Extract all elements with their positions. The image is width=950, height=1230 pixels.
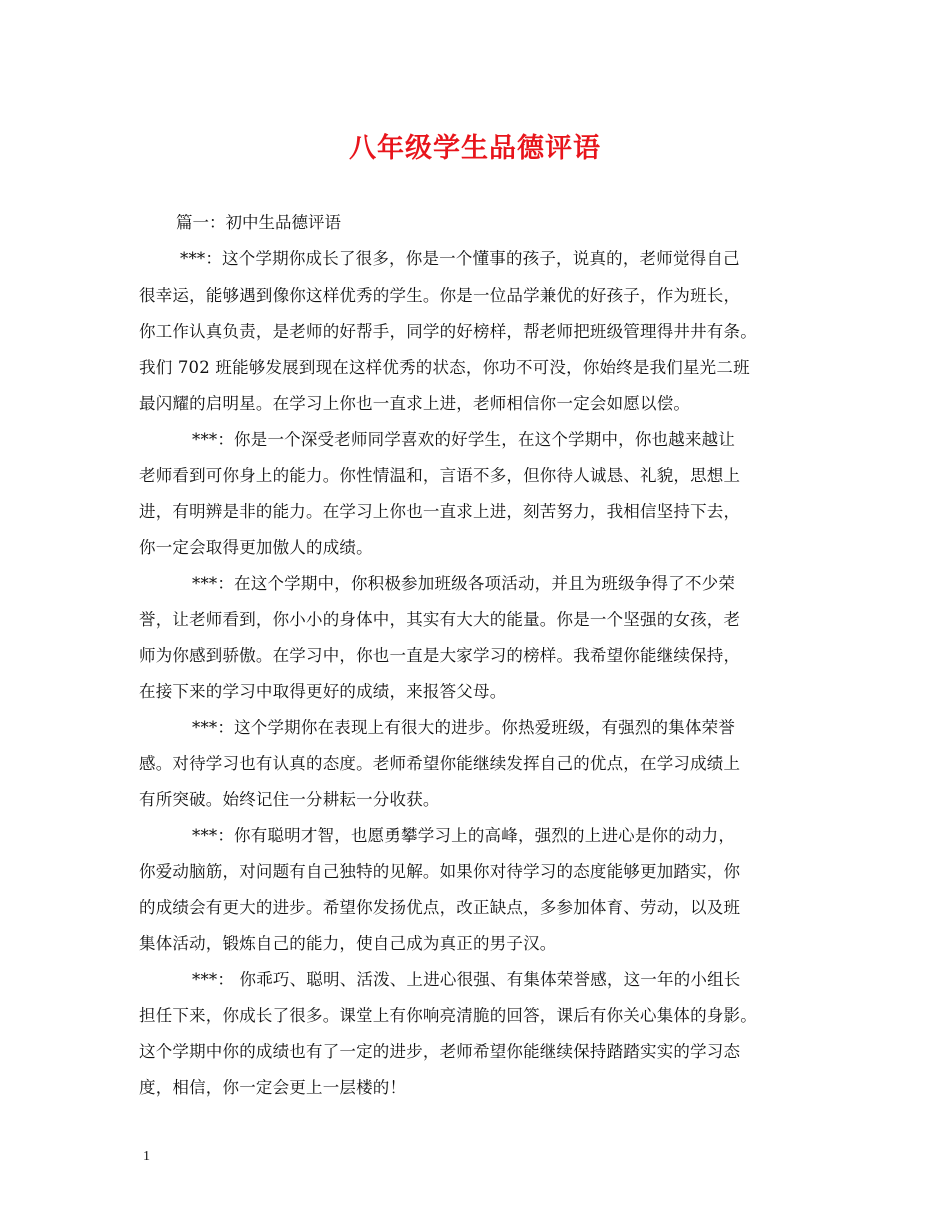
section-heading: 篇一：初中生品德评语 (176, 213, 341, 232)
paragraph-line: ***：在这个学期中，你积极参加班级各项活动，并且为班级争得了不少荣 (192, 574, 736, 593)
paragraph-line: 集体活动，锻炼自己的能力，使自己成为真正的男子汉。 (139, 934, 557, 953)
paragraph-line: 进，有明辨是非的能力。在学习上你也一直求上进，刻苦努力，我相信坚持下去， (139, 502, 741, 521)
paragraph-line: 担任下来，你成长了很多。课堂上有你响亮清脆的回答，课后有你关心集体的身影。 (139, 1006, 757, 1025)
paragraph-line: 最闪耀的启明星。在学习上你也一直求上进，老师相信你一定会如愿以偿。 (139, 394, 691, 413)
document-title: 八年级学生品德评语 (349, 133, 601, 164)
paragraph-line: 的成绩会有更大的进步。希望你发扬优点，改正缺点，多参加体育、劳动，以及班 (139, 898, 741, 917)
paragraph-line: 这个学期中你的成绩也有了一定的进步，老师希望你能继续保持踏踏实实的学习态 (139, 1042, 741, 1061)
paragraph-line: 誉，让老师看到，你小小的身体中，其实有大大的能量。你是一个坚强的女孩，老 (139, 610, 741, 629)
paragraph-line: 很幸运，能够遇到像你这样优秀的学生。你是一位品学兼优的好孩子，作为班长， (139, 286, 741, 305)
paragraph-line: 你一定会取得更加傲人的成绩。 (139, 538, 373, 557)
paragraph-line: 有所突破。始终记住一分耕耘一分收获。 (139, 790, 440, 809)
paragraph-line: 感。对待学习也有认真的态度。老师希望你能继续发挥自己的优点，在学习成绩上 (139, 754, 741, 773)
paragraph-line: 师为你感到骄傲。在学习中，你也一直是大家学习的榜样。我希望你能继续保持， (139, 646, 741, 665)
paragraph-line: 度，相信，你一定会更上一层楼的！ (139, 1078, 407, 1097)
paragraph-line: 老师看到可你身上的能力。你性情温和，言语不多，但你待人诚恳、礼貌，思想上 (139, 466, 741, 485)
paragraph-line: ***：这个学期你在表现上有很大的进步。你热爱班级，有强烈的集体荣誉 (192, 718, 736, 737)
paragraph-line: 你工作认真负责，是老师的好帮手，同学的好榜样，帮老师把班级管理得井井有条。 (139, 322, 757, 341)
paragraph-line: 你爱动脑筋，对问题有自己独特的见解。如果你对待学习的态度能够更加踏实，你 (139, 862, 741, 881)
paragraph-line: ***：你是一个深受老师同学喜欢的好学生，在这个学期中，你也越来越让 (192, 430, 736, 449)
paragraph-line: 在接下来的学习中取得更好的成绩，来报答父母。 (139, 682, 507, 701)
paragraph-line: ***： 你乖巧、聪明、活泼、上进心很强、有集体荣誉感，这一年的小组长 (192, 970, 741, 989)
paragraph-line: ***：你有聪明才智，也愿勇攀学习上的高峰，强烈的上进心是你的动力， (192, 826, 736, 845)
page-number: 1 (143, 1149, 150, 1164)
paragraph-line: ***：这个学期你成长了很多，你是一个懂事的孩子，说真的，老师觉得自己 (180, 249, 740, 268)
paragraph-line: 我们 702 班能够发展到现在这样优秀的状态，你功不可没，你始终是我们星光二班 (139, 358, 750, 377)
